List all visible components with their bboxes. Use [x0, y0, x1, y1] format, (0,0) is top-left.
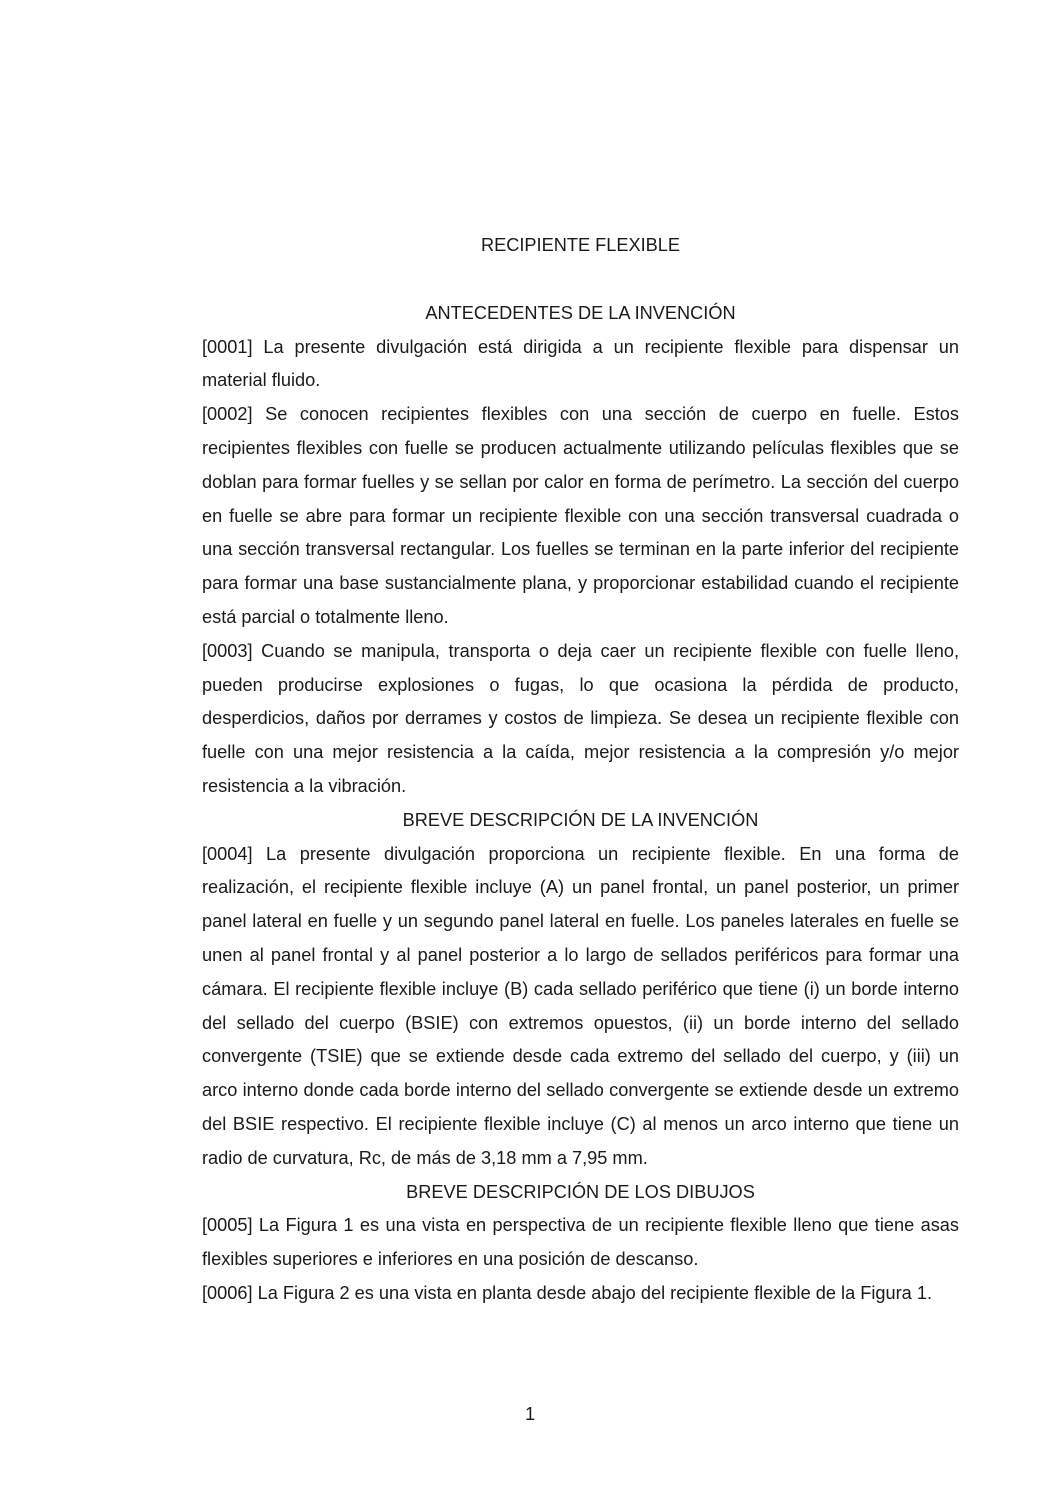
section-summary	[202, 804, 959, 1176]
document-title: RECIPIENTE FLEXIBLE	[480, 235, 681, 255]
paragraph-0006: [0006] La Figura 2 es una vista en planta desde abajo del recipiente flexible de la Figura 1.	[202, 1282, 933, 1303]
paragraph-0001: [0001] La presente divulgación está dirigida a un recipiente flexible para dispensar un material fluido.	[202, 336, 959, 391]
section-heading-background: ANTECEDENTES DE LA INVENCIÓN	[425, 302, 736, 323]
page-number: 1	[524, 1404, 536, 1424]
paragraph-0002: [0002] Se conocen recipientes flexibles con una sección de cuerpo en fuelle. Estos recipientes flexibles con fuelle se producen actualmente utilizando películas flexibles que se doblan para formar fuelles y se sellan por calor en forma de perímetro. La sección del cuerpo en fuelle se abre para formar un recipiente flexible con una sección transversal cuadrada o una sección transversal rectangular. Los fuelles se terminan en la parte inferior del recipiente para formar una base sustancialmente plana, y proporcionar estabilidad cuando el recipiente está parcial o totalmente lleno.	[202, 404, 959, 627]
title-spacer	[202, 263, 959, 297]
section-heading-summary: BREVE DESCRIPCIÓN DE LA INVENCIÓN	[402, 809, 759, 830]
paragraph-0004: [0004] La presente divulgación proporciona un recipiente flexible. En una forma de realización, el recipiente flexible incluye (A) un panel frontal, un panel posterior, un primer panel lateral en fuelle y un segundo panel lateral en fuelle. Los paneles laterales en fuelle se unen al panel frontal y al panel posterior a lo largo de sellados periféricos para formar una cámara. El recipiente flexible incluye (B) cada sellado periférico que tiene (i) un borde interno del sellado del cuerpo (BSIE) con extremos opuestos, (ii) un borde interno del sellado convergente (TSIE) que se extiende desde cada extremo del sellado del cuerpo, y (iii) un arco interno donde cada borde interno del sellado convergente se extiende desde un extremo del BSIE respectivo. El recipiente flexible incluye (C) al menos un arco interno que tiene un radio de curvatura, Rc, de más de 3,18 mm a 7,95 mm.	[202, 843, 959, 1168]
section-drawings	[202, 1176, 959, 1311]
section-background	[202, 297, 959, 804]
page-content	[202, 229, 959, 1311]
paragraph-0005: [0005] La Figura 1 es una vista en perspectiva de un recipiente flexible lleno que tiene asas flexibles superiores e inferiores en una posición de descanso.	[202, 1215, 959, 1270]
paragraph-0003: [0003] Cuando se manipula, transporta o deja caer un recipiente flexible con fuelle lleno, pueden producirse explosiones o fugas, lo que ocasiona la pérdida de producto, desperdicios, daños por derrames y costos de limpieza. Se desea un recipiente flexible con fuelle con una mejor resistencia a la caída, mejor resistencia a la compresión y/o mejor resistencia a la vibración.	[202, 640, 959, 796]
section-heading-drawings: BREVE DESCRIPCIÓN DE LOS DIBUJOS	[406, 1181, 755, 1202]
